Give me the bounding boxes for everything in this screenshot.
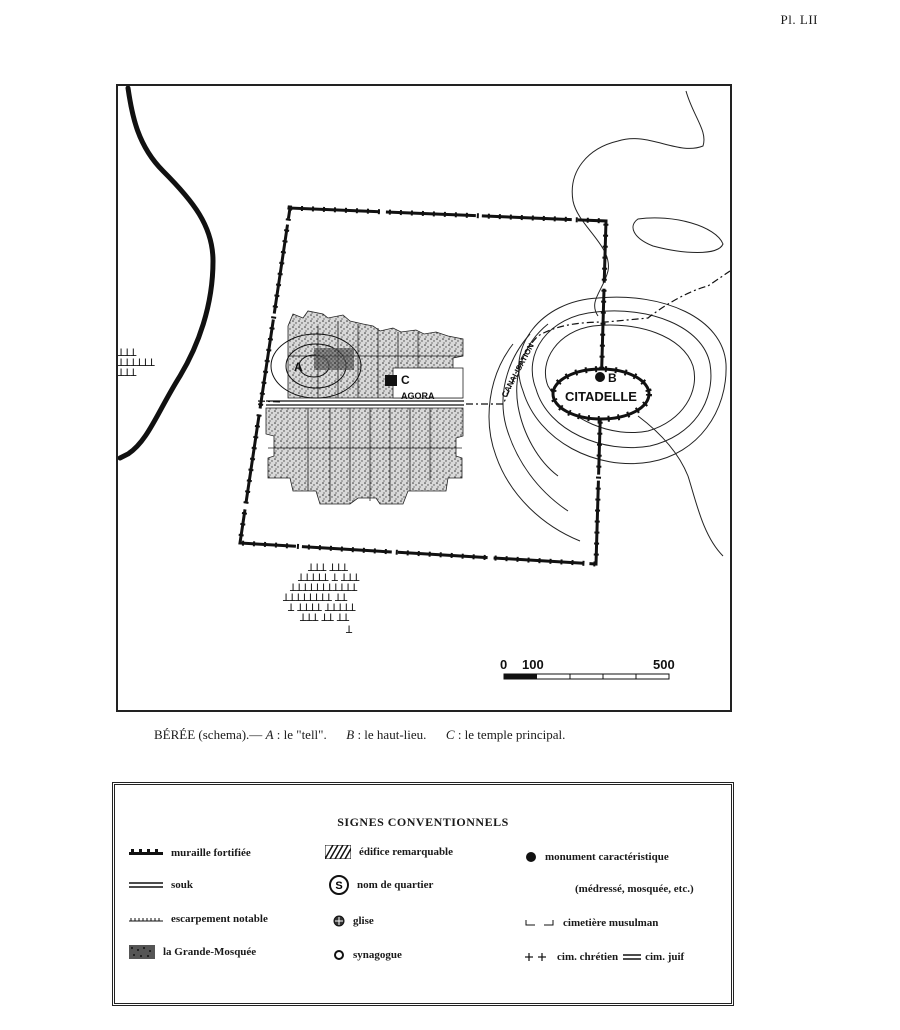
legend-quartier-label: nom de quartier bbox=[357, 879, 434, 891]
svg-text:ꓕꓕꓕꓕꓕꓕꓕꓕꓕꓕꓕ: ꓕꓕꓕꓕꓕꓕꓕꓕꓕꓕꓕ bbox=[290, 583, 358, 594]
svg-text:ꓕꓕꓕꓕꓕꓕꓕꓕ ꓕꓕ: ꓕꓕꓕꓕꓕꓕꓕꓕ ꓕꓕ bbox=[283, 593, 348, 604]
plate-number: Pl. LII bbox=[780, 12, 818, 27]
legend-souk-label: souk bbox=[171, 879, 194, 891]
escarpment-contours bbox=[489, 91, 726, 556]
legend-escarpement-label: escarpement notable bbox=[171, 913, 268, 925]
legend-box bbox=[112, 782, 734, 1006]
muslim-cemetery-symbol-icon bbox=[525, 919, 555, 927]
scale-label-100: 100 bbox=[522, 657, 544, 672]
legend-cim-juif-label: cim. juif bbox=[645, 951, 685, 963]
souk-symbol-icon bbox=[129, 881, 163, 889]
label-b: B bbox=[608, 371, 617, 385]
label-agora: AGORA bbox=[401, 391, 435, 401]
legend-quartier bbox=[329, 875, 433, 895]
wall-symbol-icon bbox=[129, 849, 163, 857]
legend-edifice-label: édifice remarquable bbox=[359, 846, 453, 858]
escarpment-symbol-icon bbox=[129, 915, 163, 923]
cemetery-west bbox=[118, 348, 156, 379]
legend-eglise-label: glise bbox=[353, 915, 374, 927]
legend-cim-musulman bbox=[525, 917, 658, 929]
legend-grande-mosquee bbox=[129, 945, 256, 959]
grande-mosquee-block bbox=[314, 348, 354, 370]
legend-monument-note bbox=[567, 883, 694, 895]
edifice-symbol-icon bbox=[325, 845, 351, 859]
legend-monument bbox=[525, 851, 669, 863]
svg-text:ꓕꓕꓕꓕꓕ ꓕ ꓕꓕꓕ: ꓕꓕꓕꓕꓕ ꓕ ꓕꓕꓕ bbox=[298, 573, 360, 584]
legend-muraille bbox=[129, 847, 251, 859]
map-frame bbox=[116, 84, 732, 712]
svg-text:ꓕꓕꓕꓕꓕꓕ: ꓕꓕꓕꓕꓕꓕ bbox=[118, 358, 155, 369]
legend-escarpement bbox=[129, 913, 268, 925]
legend-cim-musulman-label: cimetière musulman bbox=[563, 917, 659, 929]
caption-c-key: C bbox=[445, 727, 455, 742]
caption-b-key: B bbox=[346, 727, 355, 742]
legend-eglise bbox=[333, 915, 374, 927]
river bbox=[120, 88, 213, 458]
legend-edifice bbox=[325, 845, 453, 859]
caption-a-text: : le "tell". bbox=[276, 727, 327, 742]
legend-monument-label: monument caractéristique bbox=[545, 851, 669, 863]
souk-blocks bbox=[266, 311, 463, 504]
grande-mosquee-symbol-icon bbox=[129, 945, 155, 959]
legend-synagogue bbox=[333, 949, 402, 961]
legend-muraille-label: muraille fortifiée bbox=[171, 847, 251, 859]
map-canvas bbox=[118, 86, 730, 710]
caption-a-key: A bbox=[265, 727, 274, 742]
christian-cemetery-symbol-icon bbox=[525, 952, 549, 962]
temple-c bbox=[385, 375, 397, 386]
svg-text:ꓕꓕꓕ ꓕꓕ ꓕꓕ: ꓕꓕꓕ ꓕꓕ ꓕꓕ bbox=[300, 613, 350, 624]
souk-road bbox=[266, 401, 464, 405]
label-c: C bbox=[401, 373, 410, 387]
scale-label-500: 500 bbox=[653, 657, 675, 672]
caption-c-text: : le temple principal. bbox=[457, 727, 566, 742]
cemetery-south bbox=[282, 563, 360, 636]
monument-symbol-icon bbox=[525, 851, 537, 863]
label-citadelle: CITADELLE bbox=[565, 389, 637, 404]
legend-cim-chretien-juif bbox=[525, 951, 684, 963]
quartier-symbol-letter: S bbox=[335, 880, 343, 892]
svg-text:ꓕꓕꓕ: ꓕꓕꓕ bbox=[118, 348, 137, 359]
haut-lieu-b bbox=[595, 372, 605, 382]
quartier-symbol-icon bbox=[329, 875, 349, 895]
label-canalisation: CANALISATION bbox=[499, 341, 536, 399]
synagogue-symbol-icon bbox=[333, 949, 345, 961]
legend-monument-note-label: (médressé, mosquée, etc.) bbox=[575, 883, 694, 895]
church-symbol-icon bbox=[333, 915, 345, 927]
legend-synagogue-label: synagogue bbox=[353, 949, 402, 961]
jewish-cemetery-symbol-icon bbox=[623, 953, 641, 961]
legend-souk bbox=[129, 879, 193, 891]
caption-b-text: : le haut-lieu. bbox=[357, 727, 427, 742]
caption-title: BÉRÉE (schema).— bbox=[154, 727, 266, 742]
scale-bar bbox=[504, 674, 669, 679]
label-a: A bbox=[294, 360, 303, 374]
svg-text:ꓕꓕꓕ ꓕꓕꓕ: ꓕꓕꓕ ꓕꓕꓕ bbox=[308, 563, 348, 574]
svg-text:ꓕ: ꓕ bbox=[346, 625, 353, 636]
scale-label-0: 0 bbox=[500, 657, 508, 672]
legend-cim-chretien-label: cim. chrétien bbox=[557, 951, 619, 963]
svg-text:ꓕꓕꓕ: ꓕꓕꓕ bbox=[118, 368, 137, 379]
legend-grande-mosquee-label: la Grande-Mosquée bbox=[163, 946, 257, 958]
svg-text:ꓕ ꓕꓕꓕꓕ ꓕꓕꓕꓕꓕ: ꓕ ꓕꓕꓕꓕ ꓕꓕꓕꓕꓕ bbox=[288, 603, 356, 614]
legend-title: SIGNES CONVENTIONNELS bbox=[337, 815, 509, 829]
map-caption bbox=[154, 727, 754, 743]
